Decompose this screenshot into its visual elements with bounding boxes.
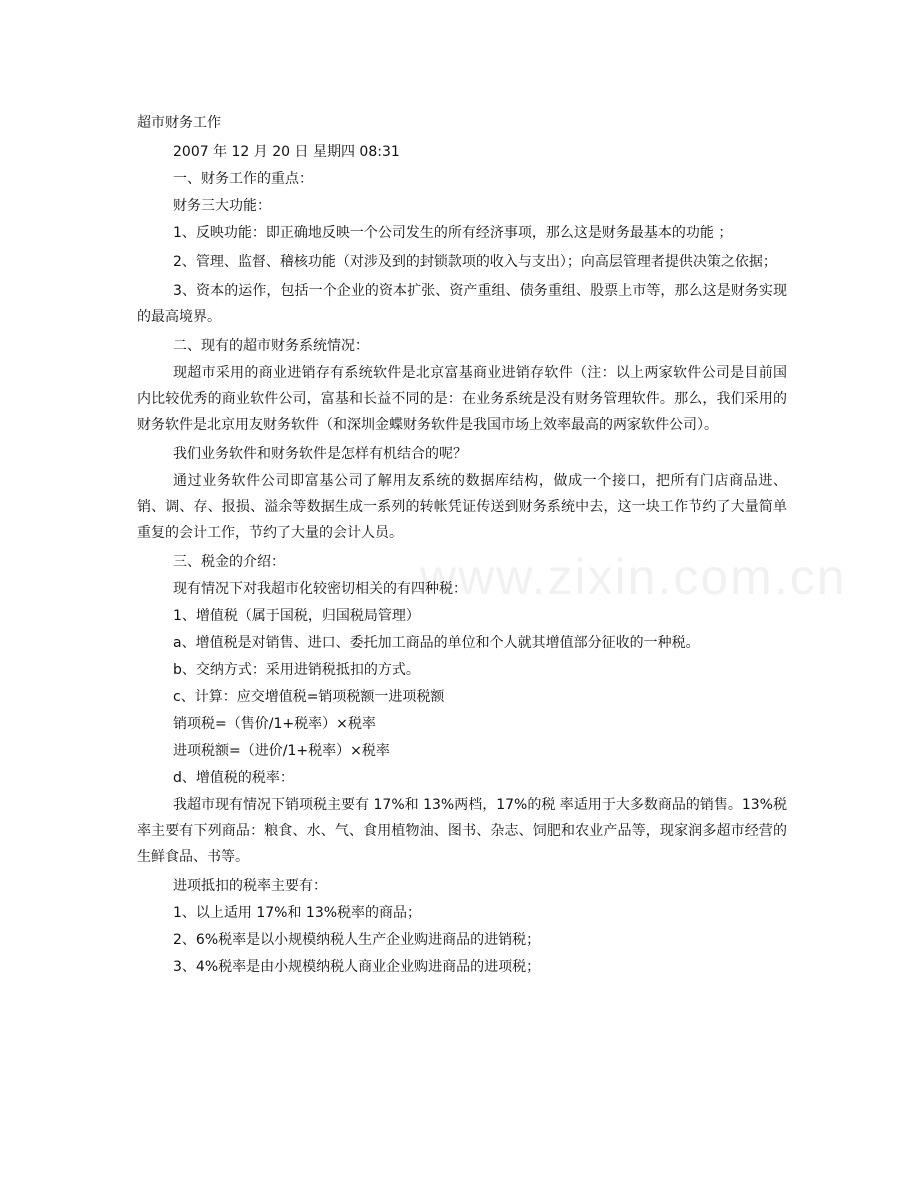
document-page bbox=[137, 112, 787, 981]
section-heading-finance-focus: 一、财务工作的重点： bbox=[173, 171, 313, 187]
paragraph-function-reflect: 1、反映功能：即正确地反映一个公司发生的所有经济事项，那么这是财务最基本的功能 ； bbox=[173, 225, 733, 241]
paragraph-integration-question: 我们业务软件和财务软件是怎样有机结合的呢？ bbox=[173, 446, 467, 462]
paragraph-current-software: 现超市采用的商业进销存有系统软件是北京富基商业进销存软件（注：以上两家软件公司是目前国内比较优秀的商业软件公司，富基和长益不同的是：在业务系统是没有财务管理软件。那么，我们采用的财务软件是北京用友财务软件（和深圳金蝶财务软件是我国市场上效率最高的两家软件公司）。 bbox=[137, 365, 787, 433]
paragraph-vat-definition: a、增值税是对销售、进口、委托加工商品的单位和个人就其增值部分征收的一种税。 bbox=[173, 635, 700, 651]
paragraph-vat: 1、增值税（属于国税，归国税局管理） bbox=[173, 608, 420, 624]
section-heading-current-system: 二、现有的超市财务系统情况： bbox=[173, 338, 369, 354]
paragraph-input-deduction-heading: 进项抵扣的税率主要有： bbox=[173, 878, 327, 894]
paragraph-output-tax-formula: 销项税=（售价/1+税率）×税率 bbox=[173, 716, 376, 732]
paragraph-function-manage: 2、管理、监督、稽核功能（对涉及到的封锁款项的收入与支出）；向高层管理者提供决策之依据； bbox=[173, 254, 777, 270]
paragraph-function-capital: 3、资本的运作，包括一个企业的资本扩张、资产重组、债务重组、股票上市等，那么这是财务实现的最高境界。 bbox=[137, 283, 787, 325]
document-title: 超市财务工作 bbox=[137, 115, 221, 131]
paragraph-input-tax-formula: 进项税额=（进价/1+税率）×税率 bbox=[173, 743, 390, 759]
paragraph-four-taxes: 现有情况下对我超市化较密切相关的有四种税： bbox=[173, 581, 467, 597]
paragraph-vat-rates-heading: d、增值税的税率： bbox=[173, 770, 294, 786]
section-heading-taxes: 三、税金的介绍： bbox=[173, 554, 285, 570]
paragraph-three-functions: 财务三大功能： bbox=[173, 198, 271, 214]
paragraph-input-deduction-3: 3、4%税率是由小规模纳税人商业企业购进商品的进项税； bbox=[173, 959, 541, 975]
paragraph-vat-rates-detail: 我超市现有情况下销项税主要有 17%和 13%两档，17%的税 率适用于大多数商品的销售。13%税率主要有下列商品：粮食、水、气、食用植物油、图书、杂志、饲肥和农业产品等，现家润多超市经营的生鲜食品、书等。 bbox=[137, 797, 787, 865]
paragraph-integration-answer: 通过业务软件公司即富基公司了解用友系统的数据库结构，做成一个接口，把所有门店商品进、销、调、存、报损、溢余等数据生成一系列的转帐凭证传送到财务系统中去，这一块工作节约了大量简单重复的会计工作，节约了大量的会计人员。 bbox=[137, 473, 787, 541]
document-date-line: 2007 年 12 月 20 日 星期四 08:31 bbox=[173, 144, 400, 160]
paragraph-vat-calculation: c、计算：应交增值税=销项税额一进项税额 bbox=[173, 689, 445, 705]
paragraph-vat-payment-method: b、交纳方式：采用进销税抵扣的方式。 bbox=[173, 662, 420, 678]
watermark-text: www.zixin.com.cn bbox=[420, 549, 847, 605]
paragraph-input-deduction-1: 1、以上适用 17%和 13%税率的商品； bbox=[173, 905, 422, 921]
paragraph-input-deduction-2: 2、6%税率是以小规模纳税人生产企业购进商品的进销税； bbox=[173, 932, 541, 948]
